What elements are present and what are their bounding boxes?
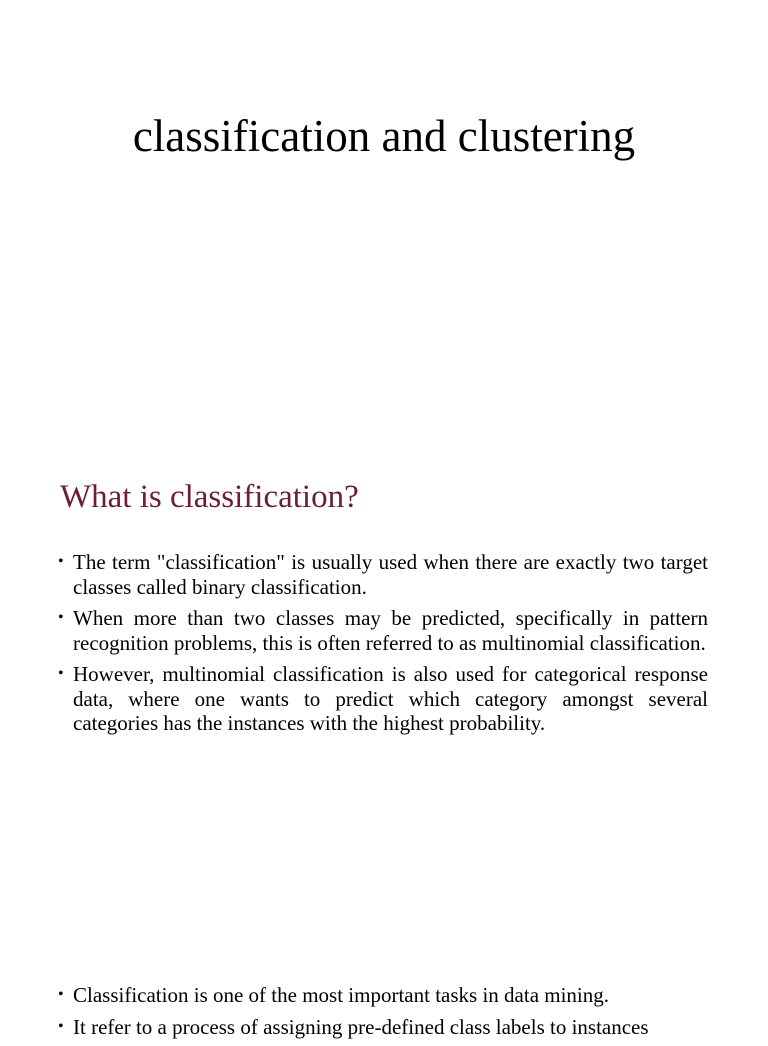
- bullet-item: [58, 550, 708, 599]
- section-heading: What is classification?: [60, 479, 359, 515]
- bullet-text: The term "classification" is usually used when there are exactly two target classes called binary classification.: [73, 550, 708, 599]
- bullet-marker: •: [58, 665, 64, 682]
- slide-title: classification and clustering: [132, 111, 636, 161]
- bullet-marker: •: [58, 1017, 64, 1035]
- bullet-text: Classification is one of the most important tasks in data mining.: [73, 983, 610, 1007]
- bullet-marker: •: [58, 986, 64, 1003]
- bullet-text: When more than two classes may be predicted, specifically in pattern recognition problems, this is often referred to as multinomial classification.: [73, 606, 708, 655]
- bullet-item: [58, 983, 708, 1008]
- bullet-marker: •: [58, 553, 64, 570]
- bullet-item: [58, 606, 708, 655]
- bullet-text: It refer to a process of assigning pre-defined class labels to instances: [73, 1014, 649, 1039]
- data-mining-bullet-list: [58, 983, 708, 1046]
- bullet-text: However, multinomial classification is also used for categorical response data, where one wants to predict which category amongst several categories has the instances with the highest probability.: [73, 662, 708, 735]
- bullet-marker: •: [58, 609, 64, 626]
- classification-bullet-list: [58, 550, 708, 743]
- bullet-item: [58, 1015, 708, 1040]
- bullet-item: [58, 662, 708, 736]
